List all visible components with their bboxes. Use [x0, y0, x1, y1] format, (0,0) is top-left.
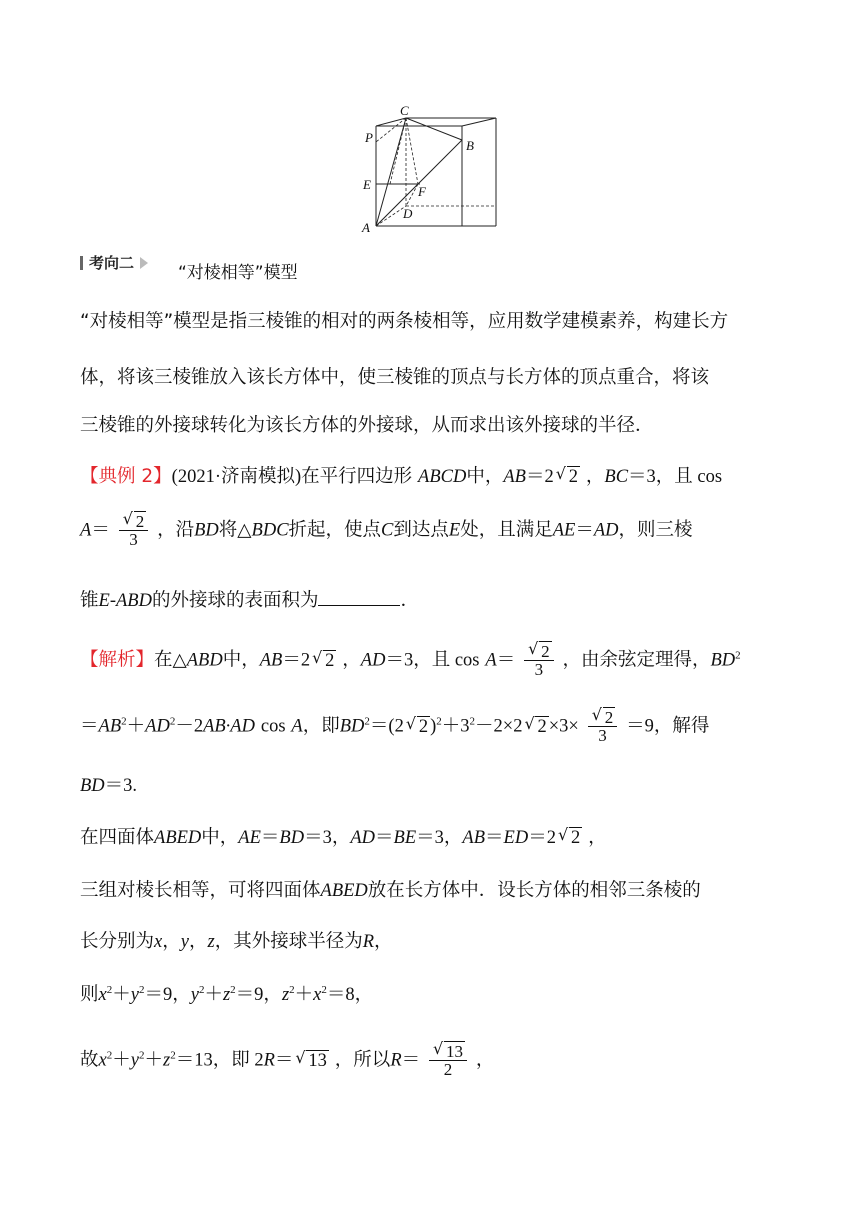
label-A: A	[362, 220, 370, 235]
fraction: √ $\frac{2}{3}$	[119, 513, 149, 548]
cuboid-figure	[358, 100, 508, 235]
section-tag-label: 考向二	[89, 254, 135, 272]
solution-line-2: $=AB^2+AD^2-2AB\cdot AD$ cos A，即$BD^2=(2√$ 2 )$^2+3^2-2\times 2√$ 2 ×3× √ $\frac{2}{3}$ ＝9，解得	[80, 709, 709, 744]
label-C: C	[400, 103, 409, 118]
label-B: B	[466, 138, 474, 153]
label-E: E	[363, 177, 371, 192]
example-line-2: A＝ √ $\frac{2}{3}$ ，沿BD将△BDC折起，使点C到达点E处，且满足AE＝AD，则三棱	[80, 513, 693, 548]
solution-line-1: 【解析】在△ABD中，AB＝2√ 2 ，AD＝3，且 cos A＝ √ $\frac{2}{3}$ ，由余弦定理得，$BD^2$	[80, 643, 741, 678]
hidden-edge	[406, 118, 418, 184]
intro-line-3: 三棱锥的外接球转化为该长方体的外接球，从而求出该外接球的半径．	[80, 415, 654, 436]
solution-line-3: BD＝3.	[80, 776, 138, 796]
edge	[462, 118, 496, 126]
hidden-edge	[406, 184, 418, 206]
edge	[376, 140, 462, 226]
edge	[376, 118, 406, 226]
tag-bar	[80, 256, 83, 270]
solution-line-7: 则$x^2+y^2=9$，$y^2+z^2=9$，$z^2+x^2=8$，	[80, 983, 374, 1005]
triangle-icon	[140, 257, 148, 269]
section-tag	[80, 252, 148, 273]
edge	[406, 118, 462, 140]
solution-line-8: 故$x^2+y^2+z^2=13$，即 2R＝√ 13 ，所以R＝ √ $\frac{13}{2}$ ，	[80, 1043, 494, 1078]
solution-line-5: 三组对棱长相等，可将四面体ABED放在长方体中．设长方体的相邻三条棱的	[80, 880, 701, 901]
label-F: F	[418, 184, 426, 199]
solution-tag: 【解析】	[80, 649, 155, 671]
section-title: “对棱相等”模型	[178, 263, 298, 283]
example-tag: 【典例 2】	[80, 466, 172, 487]
label-D: D	[403, 206, 413, 221]
answer-blank	[318, 588, 400, 606]
solution-line-4: 在四面体ABED中，AE＝BD＝3，AD＝BE＝3，AB＝ED＝2√ 2 ，	[80, 829, 607, 848]
hidden-edge	[390, 118, 406, 184]
intro-line-2: 体，将该三棱锥放入该长方体中，使三棱锥的顶点与长方体的顶点重合，将该	[80, 367, 710, 388]
example-line-1: 【典例 2】(2021·济南模拟)在平行四边形 ABCD中，AB＝2√ 2 ，BC＝3，且 cos	[80, 468, 722, 487]
label-P: P	[365, 130, 373, 145]
solution-line-6: 长分别为x，y，z，其外接球半径为R，	[80, 931, 393, 952]
intro-line-1: “对棱相等”模型是指三棱锥的相对的两条棱相等，应用数学建模素养，构建长方	[80, 311, 729, 332]
example-line-3: 锥E-ABD的外接球的表面积为 ．	[80, 590, 419, 611]
